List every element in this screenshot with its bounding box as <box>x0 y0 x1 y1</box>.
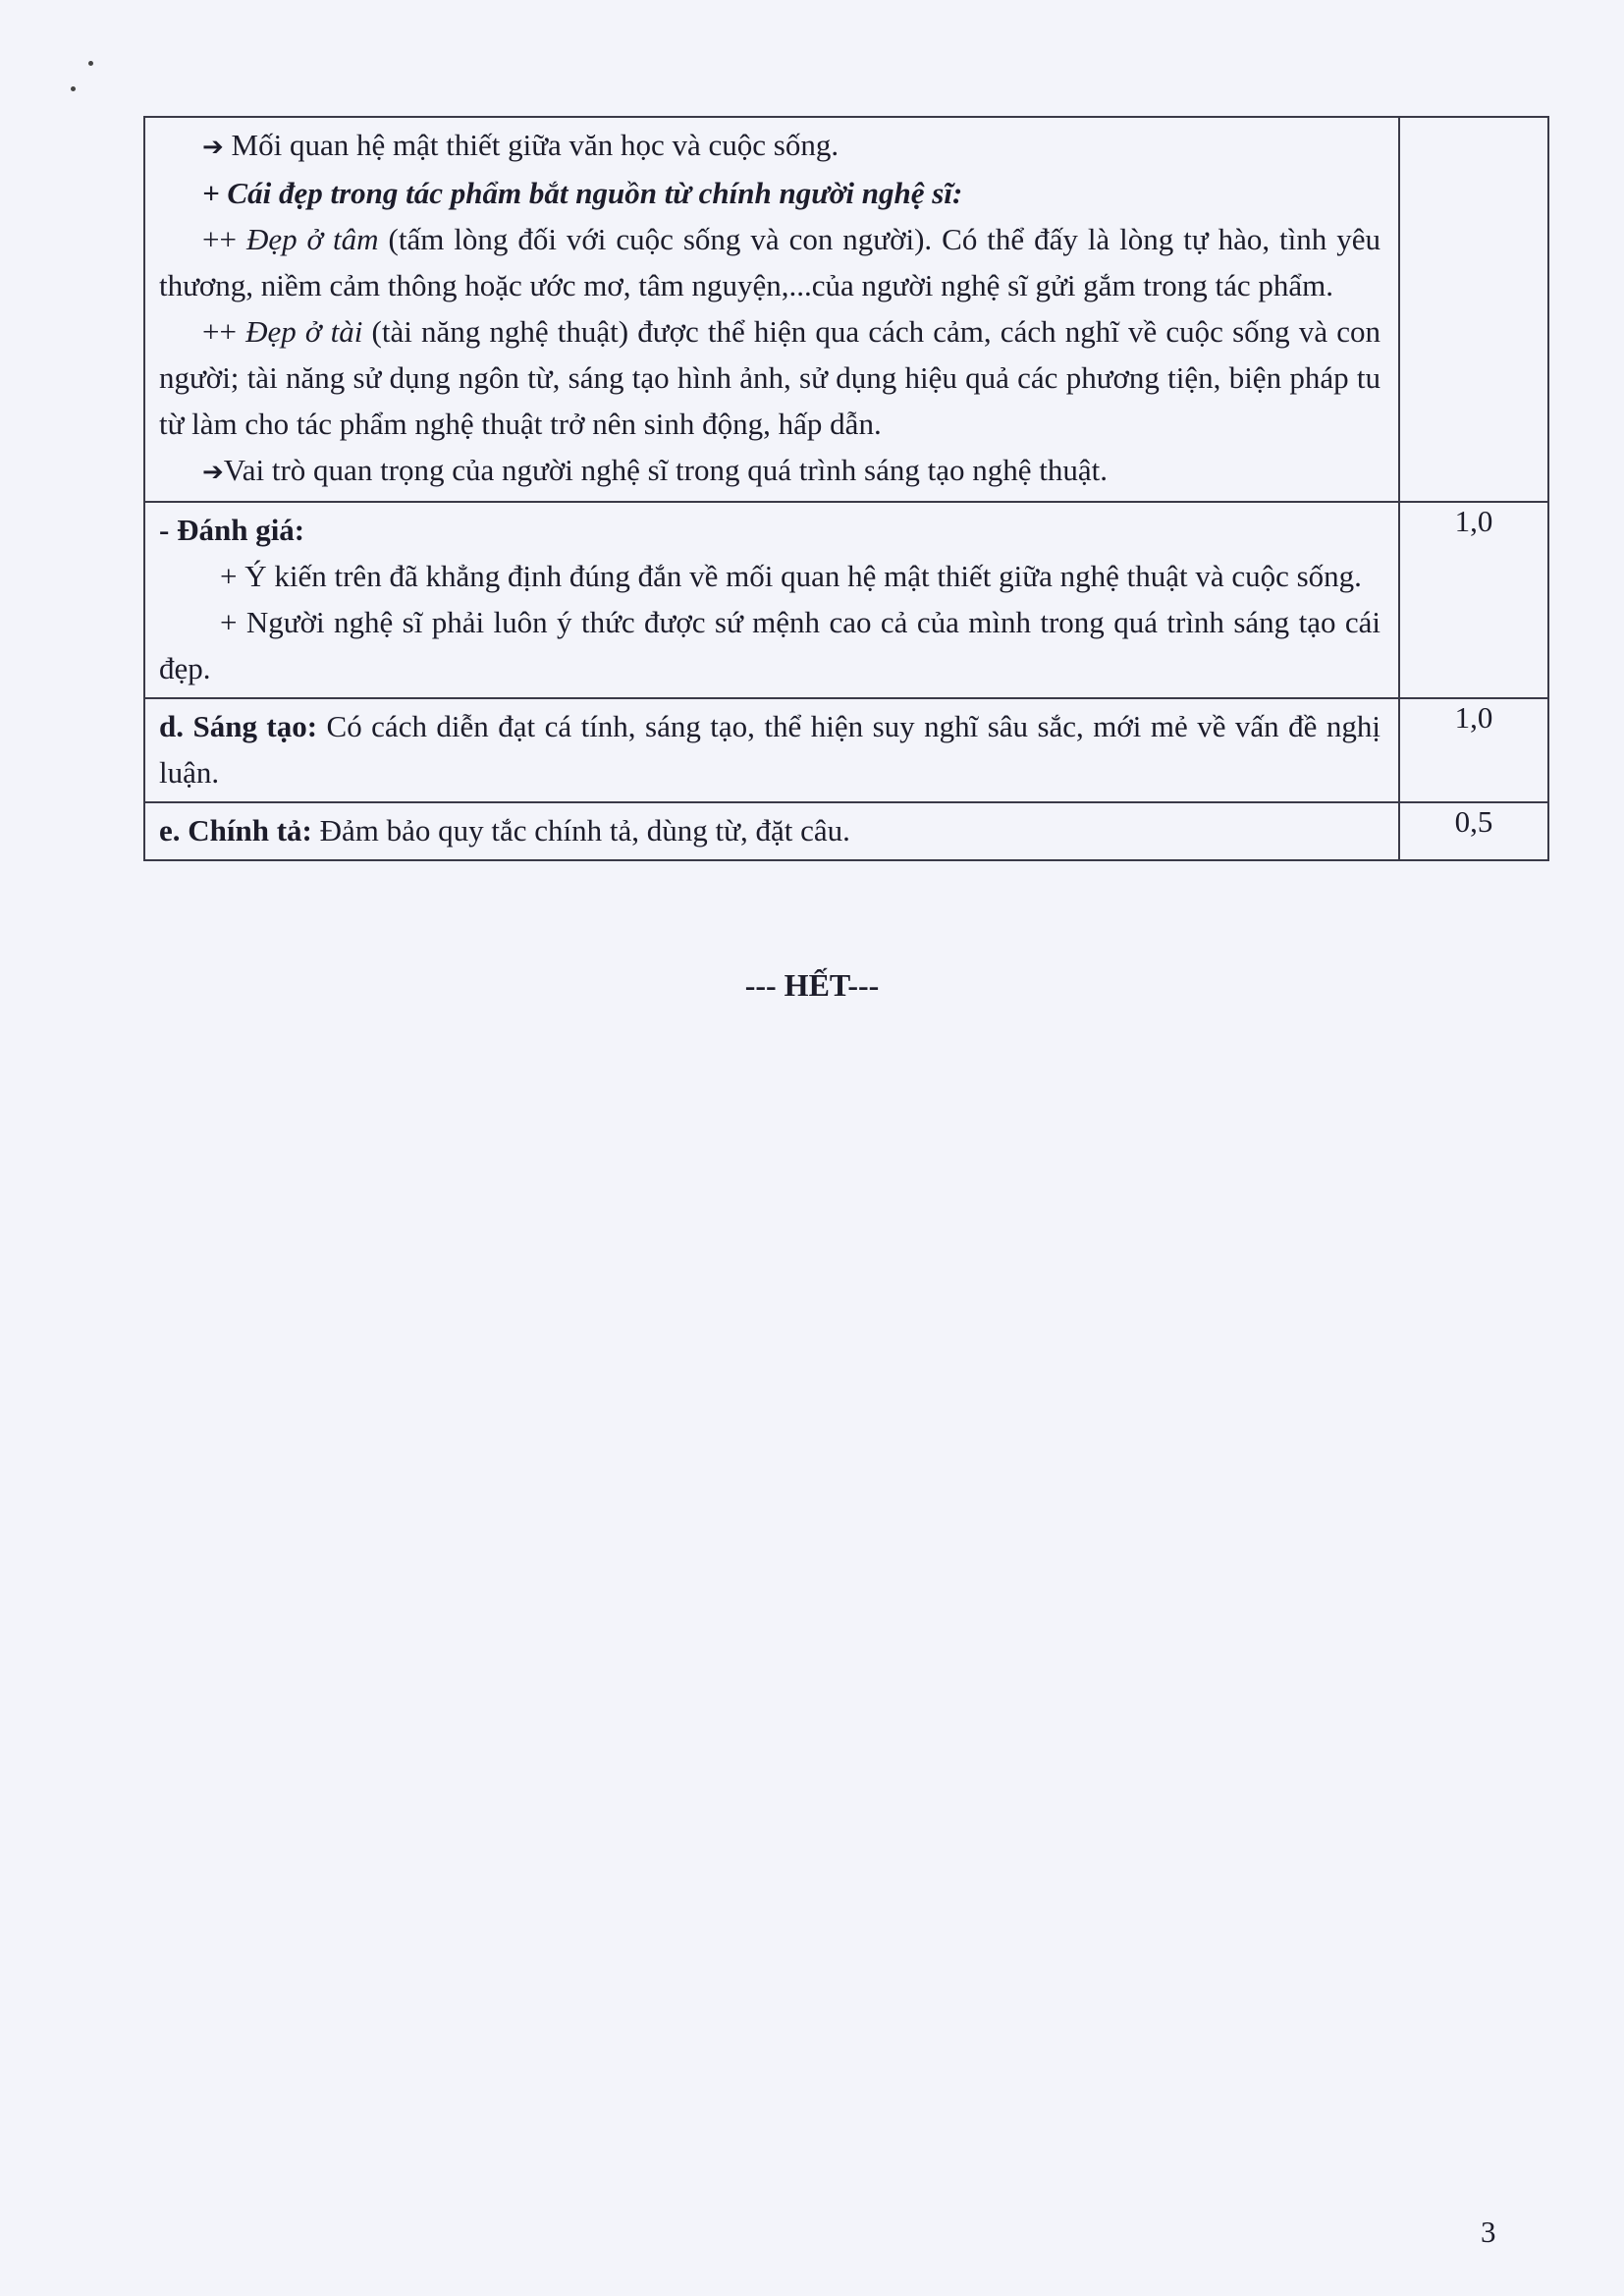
relation-line: ➔ Mối quan hệ mật thiết giữa văn học và cuộc sống. <box>202 128 839 162</box>
scan-speck <box>88 61 93 66</box>
talent-paragraph: ++ Đẹp ở tài (tài năng nghệ thuật) được thể hiện qua cách cảm, cách nghĩ về cuộc sống và con người; tài năng sử dụng ngôn từ, sáng tạo hình ảnh, sử dụng hiệu quả các phương tiện, biện pháp tu từ làm cho tác phẩm nghệ thuật trở nên sinh động, hấp dẫn. <box>159 314 1380 441</box>
arrow-icon: ➔ <box>202 458 224 486</box>
spelling-criterion: e. Chính tả: Đảm bảo quy tắc chính tả, dùng từ, đặt câu. <box>159 813 850 847</box>
evaluation-point: + Người nghệ sĩ phải luôn ý thức được sứ mệnh cao cả của mình trong quá trình sáng tạo cái đẹp. <box>159 605 1380 685</box>
table-row <box>144 802 1548 860</box>
criteria-cell <box>144 802 1399 860</box>
role-line: ➔Vai trò quan trọng của người nghệ sĩ trong quá trình sáng tạo nghệ thuật. <box>202 453 1108 487</box>
page-number: 3 <box>1481 2214 1496 2249</box>
score-cell: 1,0 <box>1399 502 1548 698</box>
score-cell: 0,5 <box>1399 802 1548 860</box>
criteria-cell <box>144 502 1399 698</box>
end-marker: --- HẾT--- <box>744 967 880 1003</box>
evaluation-heading: - Đánh giá: <box>159 513 305 547</box>
heart-paragraph: ++ Đẹp ở tâm (tấm lòng đối với cuộc sống và con người). Có thể đấy là lòng tự hào, tình yêu thương, niềm cảm thông hoặc ước mơ, tâm nguyện,...của người nghệ sĩ gửi gắm trong tác phẩm. <box>159 222 1380 302</box>
table-row <box>144 117 1548 502</box>
arrow-icon: ➔ <box>202 133 224 161</box>
scan-speck <box>71 86 76 91</box>
criteria-cell <box>144 117 1399 502</box>
evaluation-point: + Ý kiến trên đã khẳng định đúng đắn về mối quan hệ mật thiết giữa nghệ thuật và cuộc sống. <box>220 559 1362 593</box>
table-row <box>144 502 1548 698</box>
table-row <box>144 698 1548 802</box>
grading-table <box>143 116 1549 861</box>
score-cell: 1,0 <box>1399 698 1548 802</box>
score-cell <box>1399 117 1548 502</box>
beauty-heading: + Cái đẹp trong tác phẩm bắt nguồn từ chính người nghệ sĩ: <box>202 176 963 210</box>
criteria-cell <box>144 698 1399 802</box>
creativity-criterion: d. Sáng tạo: Có cách diễn đạt cá tính, sáng tạo, thể hiện suy nghĩ sâu sắc, mới mẻ về vấn đề nghị luận. <box>159 709 1380 790</box>
